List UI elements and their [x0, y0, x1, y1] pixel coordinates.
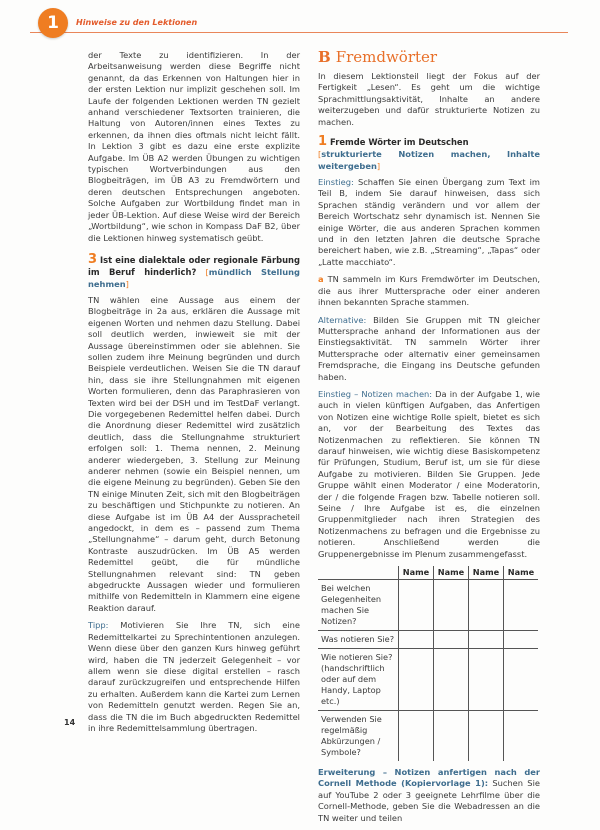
- section-tag: mündlich Stellung nehmen: [88, 266, 300, 289]
- answer-cell: [469, 580, 504, 631]
- tip-paragraph: [88, 620, 300, 734]
- task-1-heading: [318, 136, 540, 172]
- table-header-name: Name: [399, 566, 434, 580]
- section-3-paragraph: TN wählen eine Aussage aus einem der Blogbeiträge in 2a aus, erklären die Aussage mit eigenen Worten und nehmen dazu Stellung. Dabei soll deutlich werden, inwieweit sie mit der Aussage übereinstimmen oder sie ablehnen. Sie sollen zudem ihre Meinung begründen und durch Beispiele verdeutlichen. Weisen Sie die TN darauf hin, dass sie ihre Stellungnahmen mit eigenen Worten formulieren, denn das Paraphrasieren von Texten wird bei der DSH und im TestDaF verlangt. Die vorgegebenen Redemittel helfen dabei. Durch die Anordnung dieser Redemittel wird zusätzlich deutlich, dass die Stellungnahme strukturiert erfolgen soll: 1. Thema nennen, 2. Meinung anderer wiedergeben, 3. Stellung zur Meinung anderer nehmen (sowie ein Beispiel nennen, um die eigene Meinung zu begründen). Geben Sie den TN einige Minuten Zeit, sich mit den Blogbeiträgen zu beschäftigen und Stichpunkte zu notieren. An diese Aufgabe ist im ÜB A4 der Ausspracheteil angedockt, in dem es – passend zum Thema „Stellungnahme“ – darum geht, durch Betonung Kontraste auszudrücken. Im ÜB A5 werden Redemittel geübt, die für mündliche Stellungnahmen relevant sind: TN geben abgedruckte Aussagen wieder und formulieren mithilfe von Redemitteln in Klammern eine eigene Reaktion darauf.: [88, 294, 300, 613]
- answer-cell: [469, 711, 504, 762]
- bracket: ]: [125, 278, 129, 289]
- notes-survey-table: [318, 566, 538, 761]
- question-cell: Wie notieren Sie? (handschriftlich oder auf dem Handy, Laptop etc.): [318, 649, 399, 711]
- einstieg-notizen-text: Da in der Aufgabe 1, wie auch in vielen künftigen Aufgaben, das Anfertigen von Notizen eine wichtige Rolle spielt, bietet es sich an, vor der Bearbeitung des Textes das Notizenmachen zu reflektieren. Sie können TN darauf hinweisen, wie wichtig diese Basiskompetenz für Prüfungen, Studium, Beruf ist, um sie für diese Aufgabe zu motivieren. Bilden Sie Gruppen. Jede Gruppe wählt einen Moderator / eine Moderatorin, der / die folgende Fragen bzw. Tabelle notieren soll. Seine / Ihre Aufgabe ist es, die einzelnen Gruppenmitglieder nach ihren Strategien des Notizenmachens zu befragen und die Ergebnisse zu notieren. Anschließend werden die Gruppenergebnisse im Plenum zusammengefasst.: [318, 388, 540, 559]
- table-header-name: Name: [434, 566, 469, 580]
- einstieg-text: Schaffen Sie einen Übergang zum Text im Teil B, indem Sie darauf hinweisen, dass sich Sprachen ständig verändern und vor allem der Bereich Wortschatz sehr dynamisch ist. Nennen Sie einige Wörter, die aus anderen Sprachen kommen und in den letzten Jahren die deutsche Sprache bereichert haben, wie z.B. „Streaming“, „Tapas“ oder „Latte macchiato“.: [318, 177, 540, 267]
- table-row: [318, 649, 538, 711]
- erweiterung-label: Erweiterung – Notizen anfertigen nach der Cornell Methode (Kopiervorlage 1):: [318, 767, 540, 789]
- bracket: ]: [376, 161, 381, 172]
- section-number: 3: [88, 251, 98, 267]
- table-row: [318, 711, 538, 762]
- answer-cell: [504, 711, 539, 762]
- erweiterung-text: Suchen Sie auf YouTube 2 oder 3 geeignete Lehrfilme über die Cornell-Methode, geben Sie die Webadressen an die TN weiter und teilen: [318, 778, 540, 823]
- header-rule: [30, 32, 568, 33]
- table-row: [318, 631, 538, 649]
- table-header-name: Name: [504, 566, 539, 580]
- section-b-heading: [318, 48, 540, 66]
- left-column: [88, 50, 300, 740]
- table-header-name: Name: [469, 566, 504, 580]
- answer-cell: [469, 649, 504, 711]
- question-cell: Bei welchen Gelegenheiten machen Sie Notizen?: [318, 580, 399, 631]
- answer-cell: [434, 649, 469, 711]
- section-letter: B: [318, 48, 331, 66]
- answer-cell: [504, 580, 539, 631]
- question-cell: Verwenden Sie regelmäßig Abkürzungen / Symbole?: [321, 714, 382, 758]
- tip-text: Motivieren Sie Ihre TN, sich eine Redemittelkartei zu Sprechintentionen anzulegen. Wenn diese über den ganzen Kurs hinweg geführt wird, haben die TN jederzeit Gelegenheit – vor allem wenn sie diese digital erstellen – rasch darauf zurückzugreifen und entsprechende Hilfen zu erhalten. Außerdem kann die Kartei zum Lernen von Redemitteln genutzt werden. Regen Sie an, dass die TN die im Buch abgedruckten Redemittel in ihre Redemittelsammlung übertragen.: [88, 620, 300, 733]
- chapter-badge: 1: [38, 8, 68, 38]
- section-3-heading: [88, 251, 300, 290]
- task-tag: strukturierte Notizen machen, Inhalte weitergeben: [318, 149, 540, 172]
- einstieg-label: Einstieg:: [318, 177, 354, 188]
- answer-cell: [434, 711, 469, 762]
- task-number: 1: [318, 134, 328, 150]
- alternative-paragraph: [318, 315, 540, 383]
- table-row: [318, 580, 538, 631]
- answer-cell: [399, 711, 434, 762]
- erweiterung-paragraph: [318, 767, 540, 824]
- table-header-row: [318, 566, 538, 580]
- alternative-label: Alternative:: [318, 314, 367, 325]
- page-number: 14: [64, 718, 76, 727]
- answer-cell: [399, 580, 434, 631]
- bracket: [: [318, 149, 322, 160]
- einstieg-paragraph: [318, 177, 540, 268]
- section-b-intro: In diesem Lektionsteil liegt der Fokus auf der Fertigkeit „Lesen“. Es geht um die wichtige Sprachmittlungsaktivität, Inhalte an andere weiterzugeben und dafür strukturierte Notizen zu machen.: [318, 71, 540, 127]
- section-title: Ist eine dialektale oder regionale Färbung im Beruf hinderlich?: [88, 254, 300, 277]
- part-a-text: TN sammeln im Kurs Fremdwörter im Deutschen, die aus ihrer Muttersprache oder einer anderen ihnen bekannten Sprache stammen.: [318, 274, 540, 308]
- right-column: [318, 50, 540, 830]
- answer-cell: [399, 649, 434, 711]
- alternative-text: Bilden Sie Gruppen mit TN gleicher Muttersprache anhand der Informationen aus der Einstiegsaktivität. TN sammeln Wörter ihrer Muttersprache oder alternativ einer gemeinsamen Fremdsprache, die Eingang ins Deutsche gefunden haben.: [318, 314, 540, 382]
- answer-cell: [504, 631, 539, 649]
- part-a-paragraph: [318, 274, 540, 308]
- tip-label: Tipp:: [88, 620, 109, 631]
- running-header-title: Hinweise zu den Lektionen: [76, 18, 198, 27]
- answer-cell: [399, 631, 434, 649]
- section-title: Fremdwörter: [335, 48, 438, 66]
- part-letter: a: [318, 274, 324, 285]
- einstieg-notizen-paragraph: [318, 389, 540, 560]
- answer-cell: [434, 631, 469, 649]
- question-cell: Was notieren Sie?: [318, 631, 399, 649]
- task-title: Fremde Wörter im Deutschen: [330, 137, 469, 148]
- intro-paragraph: der Texte zu identifizieren. In der Arbeitsanweisung werden diese Begriffe nicht genannt, da das Erkennen von Haltungen hier in der ersten Lektion nur implizit geschehen soll. Im Laufe der folgenden Lektionen werden TN gezielt anhand verschiedener Textsorten trainieren, die Haltung von Autoren/innen eines Textes zu erkennen, da ihnen dies oftmals nicht leicht fällt. In Lektion 3 gibt es dazu eine erste explizite Aufgabe. Im ÜB A2 werden Übungen zu wichtigen typischen Wortverbindungen aus den Blogbeiträgen, im ÜB A3 zu Fremdwörtern und deren deutschen Entsprechungen angeboten. Solche Aufgaben zur Wortbildung findet man in jeder ÜB-Lektion. Auf diese Weise wird der Bereich „Wortbildung“, wie schon in Kompass DaF B2, über die Lektionen hinweg systematisch geübt.: [88, 50, 300, 243]
- answer-cell: [469, 631, 504, 649]
- table-header-blank: [318, 566, 399, 580]
- bracket: [: [205, 266, 209, 277]
- answer-cell: [434, 580, 469, 631]
- answer-cell: [504, 649, 539, 711]
- einstieg-notizen-label: Einstieg – Notizen machen:: [318, 388, 433, 399]
